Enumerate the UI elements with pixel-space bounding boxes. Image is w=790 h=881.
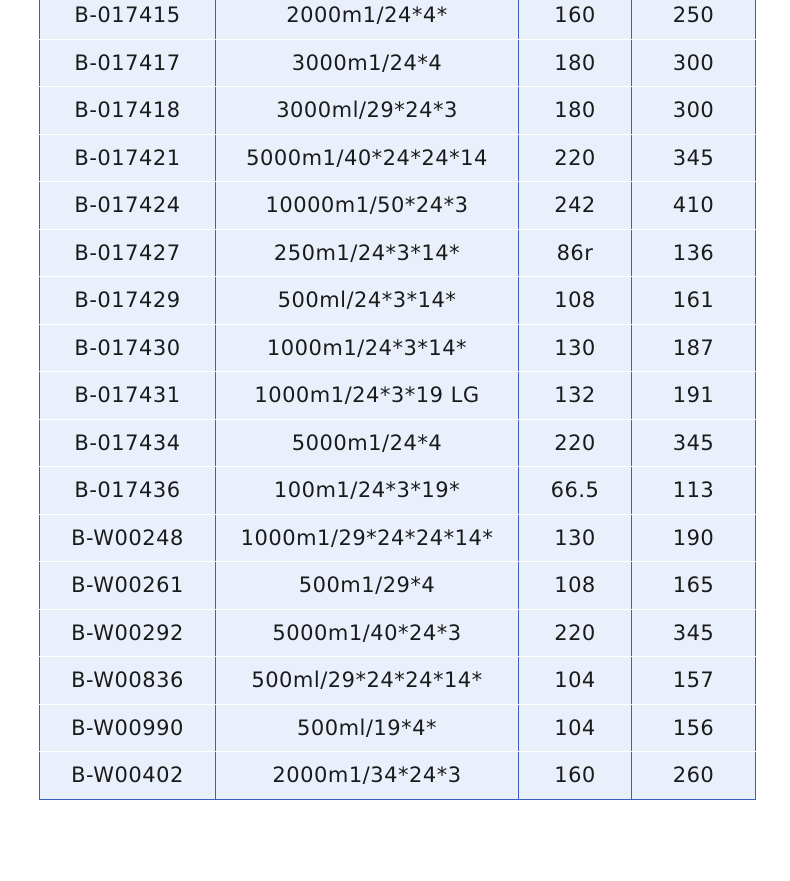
table-row xyxy=(40,514,756,562)
value-b-cell: 300 xyxy=(632,87,756,135)
table-row xyxy=(40,372,756,420)
value-a-cell: 104 xyxy=(519,657,632,705)
part-number-cell: B-W00402 xyxy=(40,752,216,800)
specification-cell: 500ml/29*24*24*14* xyxy=(216,657,519,705)
value-b-cell: 345 xyxy=(632,609,756,657)
value-b-cell: 156 xyxy=(632,704,756,752)
value-a-cell: 108 xyxy=(519,277,632,325)
value-a-cell: 160 xyxy=(519,752,632,800)
specification-cell: 500ml/19*4* xyxy=(216,704,519,752)
table-row xyxy=(40,752,756,800)
value-a-cell: 104 xyxy=(519,704,632,752)
value-b-cell: 165 xyxy=(632,562,756,610)
value-b-cell: 250 xyxy=(632,0,756,39)
specification-cell: 5000m1/24*4 xyxy=(216,419,519,467)
value-b-cell: 345 xyxy=(632,419,756,467)
value-b-cell: 187 xyxy=(632,324,756,372)
specification-cell: 250m1/24*3*14* xyxy=(216,229,519,277)
product-table-container xyxy=(39,0,755,800)
part-number-cell: B-017418 xyxy=(40,87,216,135)
specification-cell: 5000m1/40*24*24*14 xyxy=(216,134,519,182)
product-table xyxy=(39,0,756,800)
specification-cell: 1000m1/29*24*24*14* xyxy=(216,514,519,562)
table-row xyxy=(40,0,756,39)
specification-cell: 500m1/29*4 xyxy=(216,562,519,610)
table-row xyxy=(40,324,756,372)
value-b-cell: 161 xyxy=(632,277,756,325)
table-row xyxy=(40,657,756,705)
specification-cell: 1000m1/24*3*14* xyxy=(216,324,519,372)
value-a-cell: 220 xyxy=(519,419,632,467)
table-row xyxy=(40,562,756,610)
part-number-cell: B-017429 xyxy=(40,277,216,325)
part-number-cell: B-017417 xyxy=(40,39,216,87)
value-a-cell: 180 xyxy=(519,39,632,87)
part-number-cell: B-W00292 xyxy=(40,609,216,657)
value-a-cell: 130 xyxy=(519,324,632,372)
specification-cell: 2000m1/34*24*3 xyxy=(216,752,519,800)
part-number-cell: B-017430 xyxy=(40,324,216,372)
table-row xyxy=(40,467,756,515)
part-number-cell: B-017427 xyxy=(40,229,216,277)
value-b-cell: 190 xyxy=(632,514,756,562)
part-number-cell: B-017431 xyxy=(40,372,216,420)
specification-cell: 1000m1/24*3*19 LG xyxy=(216,372,519,420)
value-b-cell: 410 xyxy=(632,182,756,230)
value-a-cell: 180 xyxy=(519,87,632,135)
value-a-cell: 66.5 xyxy=(519,467,632,515)
table-row xyxy=(40,39,756,87)
table-row xyxy=(40,134,756,182)
specification-cell: 2000m1/24*4* xyxy=(216,0,519,39)
value-b-cell: 191 xyxy=(632,372,756,420)
value-b-cell: 113 xyxy=(632,467,756,515)
specification-cell: 10000m1/50*24*3 xyxy=(216,182,519,230)
value-b-cell: 136 xyxy=(632,229,756,277)
value-a-cell: 86r xyxy=(519,229,632,277)
specification-cell: 3000m1/24*4 xyxy=(216,39,519,87)
part-number-cell: B-W00990 xyxy=(40,704,216,752)
value-a-cell: 130 xyxy=(519,514,632,562)
value-a-cell: 242 xyxy=(519,182,632,230)
table-row xyxy=(40,182,756,230)
part-number-cell: B-W00248 xyxy=(40,514,216,562)
value-b-cell: 157 xyxy=(632,657,756,705)
value-b-cell: 260 xyxy=(632,752,756,800)
specification-cell: 500ml/24*3*14* xyxy=(216,277,519,325)
table-row xyxy=(40,229,756,277)
specification-cell: 3000ml/29*24*3 xyxy=(216,87,519,135)
part-number-cell: B-017415 xyxy=(40,0,216,39)
table-row xyxy=(40,419,756,467)
value-a-cell: 160 xyxy=(519,0,632,39)
part-number-cell: B-W00261 xyxy=(40,562,216,610)
value-a-cell: 220 xyxy=(519,134,632,182)
product-table-body xyxy=(40,0,756,799)
value-b-cell: 345 xyxy=(632,134,756,182)
value-a-cell: 220 xyxy=(519,609,632,657)
part-number-cell: B-017424 xyxy=(40,182,216,230)
part-number-cell: B-017421 xyxy=(40,134,216,182)
part-number-cell: B-017436 xyxy=(40,467,216,515)
specification-cell: 100m1/24*3*19* xyxy=(216,467,519,515)
value-b-cell: 300 xyxy=(632,39,756,87)
table-row xyxy=(40,277,756,325)
table-row xyxy=(40,704,756,752)
table-row xyxy=(40,87,756,135)
value-a-cell: 132 xyxy=(519,372,632,420)
specification-cell: 5000m1/40*24*3 xyxy=(216,609,519,657)
part-number-cell: B-W00836 xyxy=(40,657,216,705)
table-row xyxy=(40,609,756,657)
value-a-cell: 108 xyxy=(519,562,632,610)
part-number-cell: B-017434 xyxy=(40,419,216,467)
